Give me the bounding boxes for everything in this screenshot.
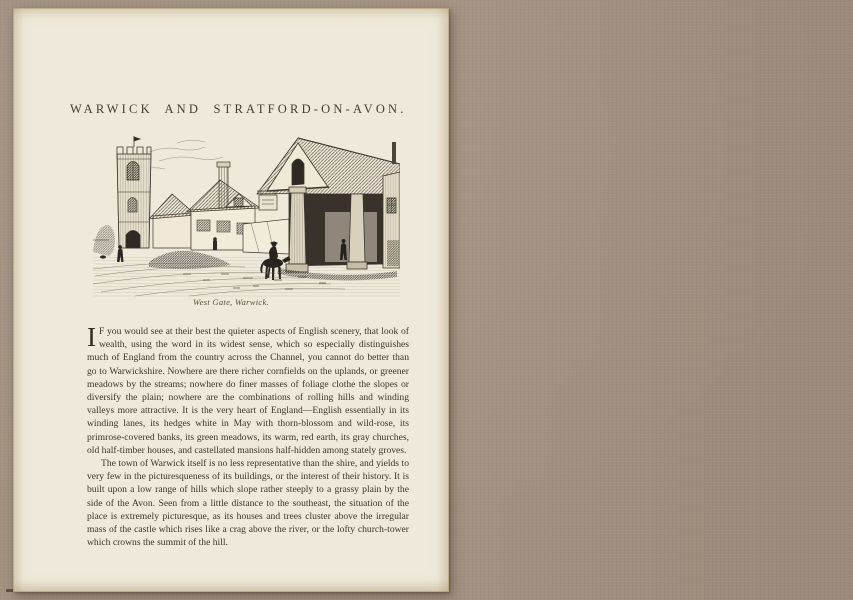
paragraph-1 xyxy=(87,322,409,457)
page-title: WARWICK AND STRATFORD-ON-AVON. xyxy=(70,102,407,116)
illustration-figure xyxy=(93,128,400,298)
west-gate-warwick-engraving xyxy=(93,128,400,298)
paragraph-1-text: F you would see at their best the quieter aspects of English scenery, that look of wealth, using the word in its widest sense, which so especially distinguishes much of England from the country across the Channel, you cannot do better than go to Warwickshire. Nowhere are there richer cornfields on the uplands, or greener meadows by the streams; nowhere do finer masses of foliage clothe the slopes or diversify the plain; nowhere are the combinations of rolling hills and winding valleys more attractive. It is the very heart of England—English essentially in its winding lanes, its hedges white in May with thorn-blossom and wild-rose, its primrose-covered banks, its green meadows, its warm, red earth, its gray churches, old half-timber houses, and castellated mansions half-hidden among stately groves. xyxy=(87,326,409,456)
drop-cap: I xyxy=(87,322,96,352)
book-page xyxy=(13,8,449,592)
body-text xyxy=(87,322,409,549)
illustration-caption: West Gate, Warwick. xyxy=(193,297,269,307)
paragraph-2: The town of Warwick itself is no less representative than the shire, and yields to very few in the picturesqueness of its buildings, or the interest of their history. It is built upon a low range of hills which slope rather steeply to a grassy plain by the side of the Avon. Seen from a little distance to the southeast, the situation of the place is extremely picturesque, as its houses and trees cluster above the irregular mass of the castle which rises like a crag above the river, or the lofty church-tower which crowns the summit of the hill. xyxy=(87,458,409,549)
